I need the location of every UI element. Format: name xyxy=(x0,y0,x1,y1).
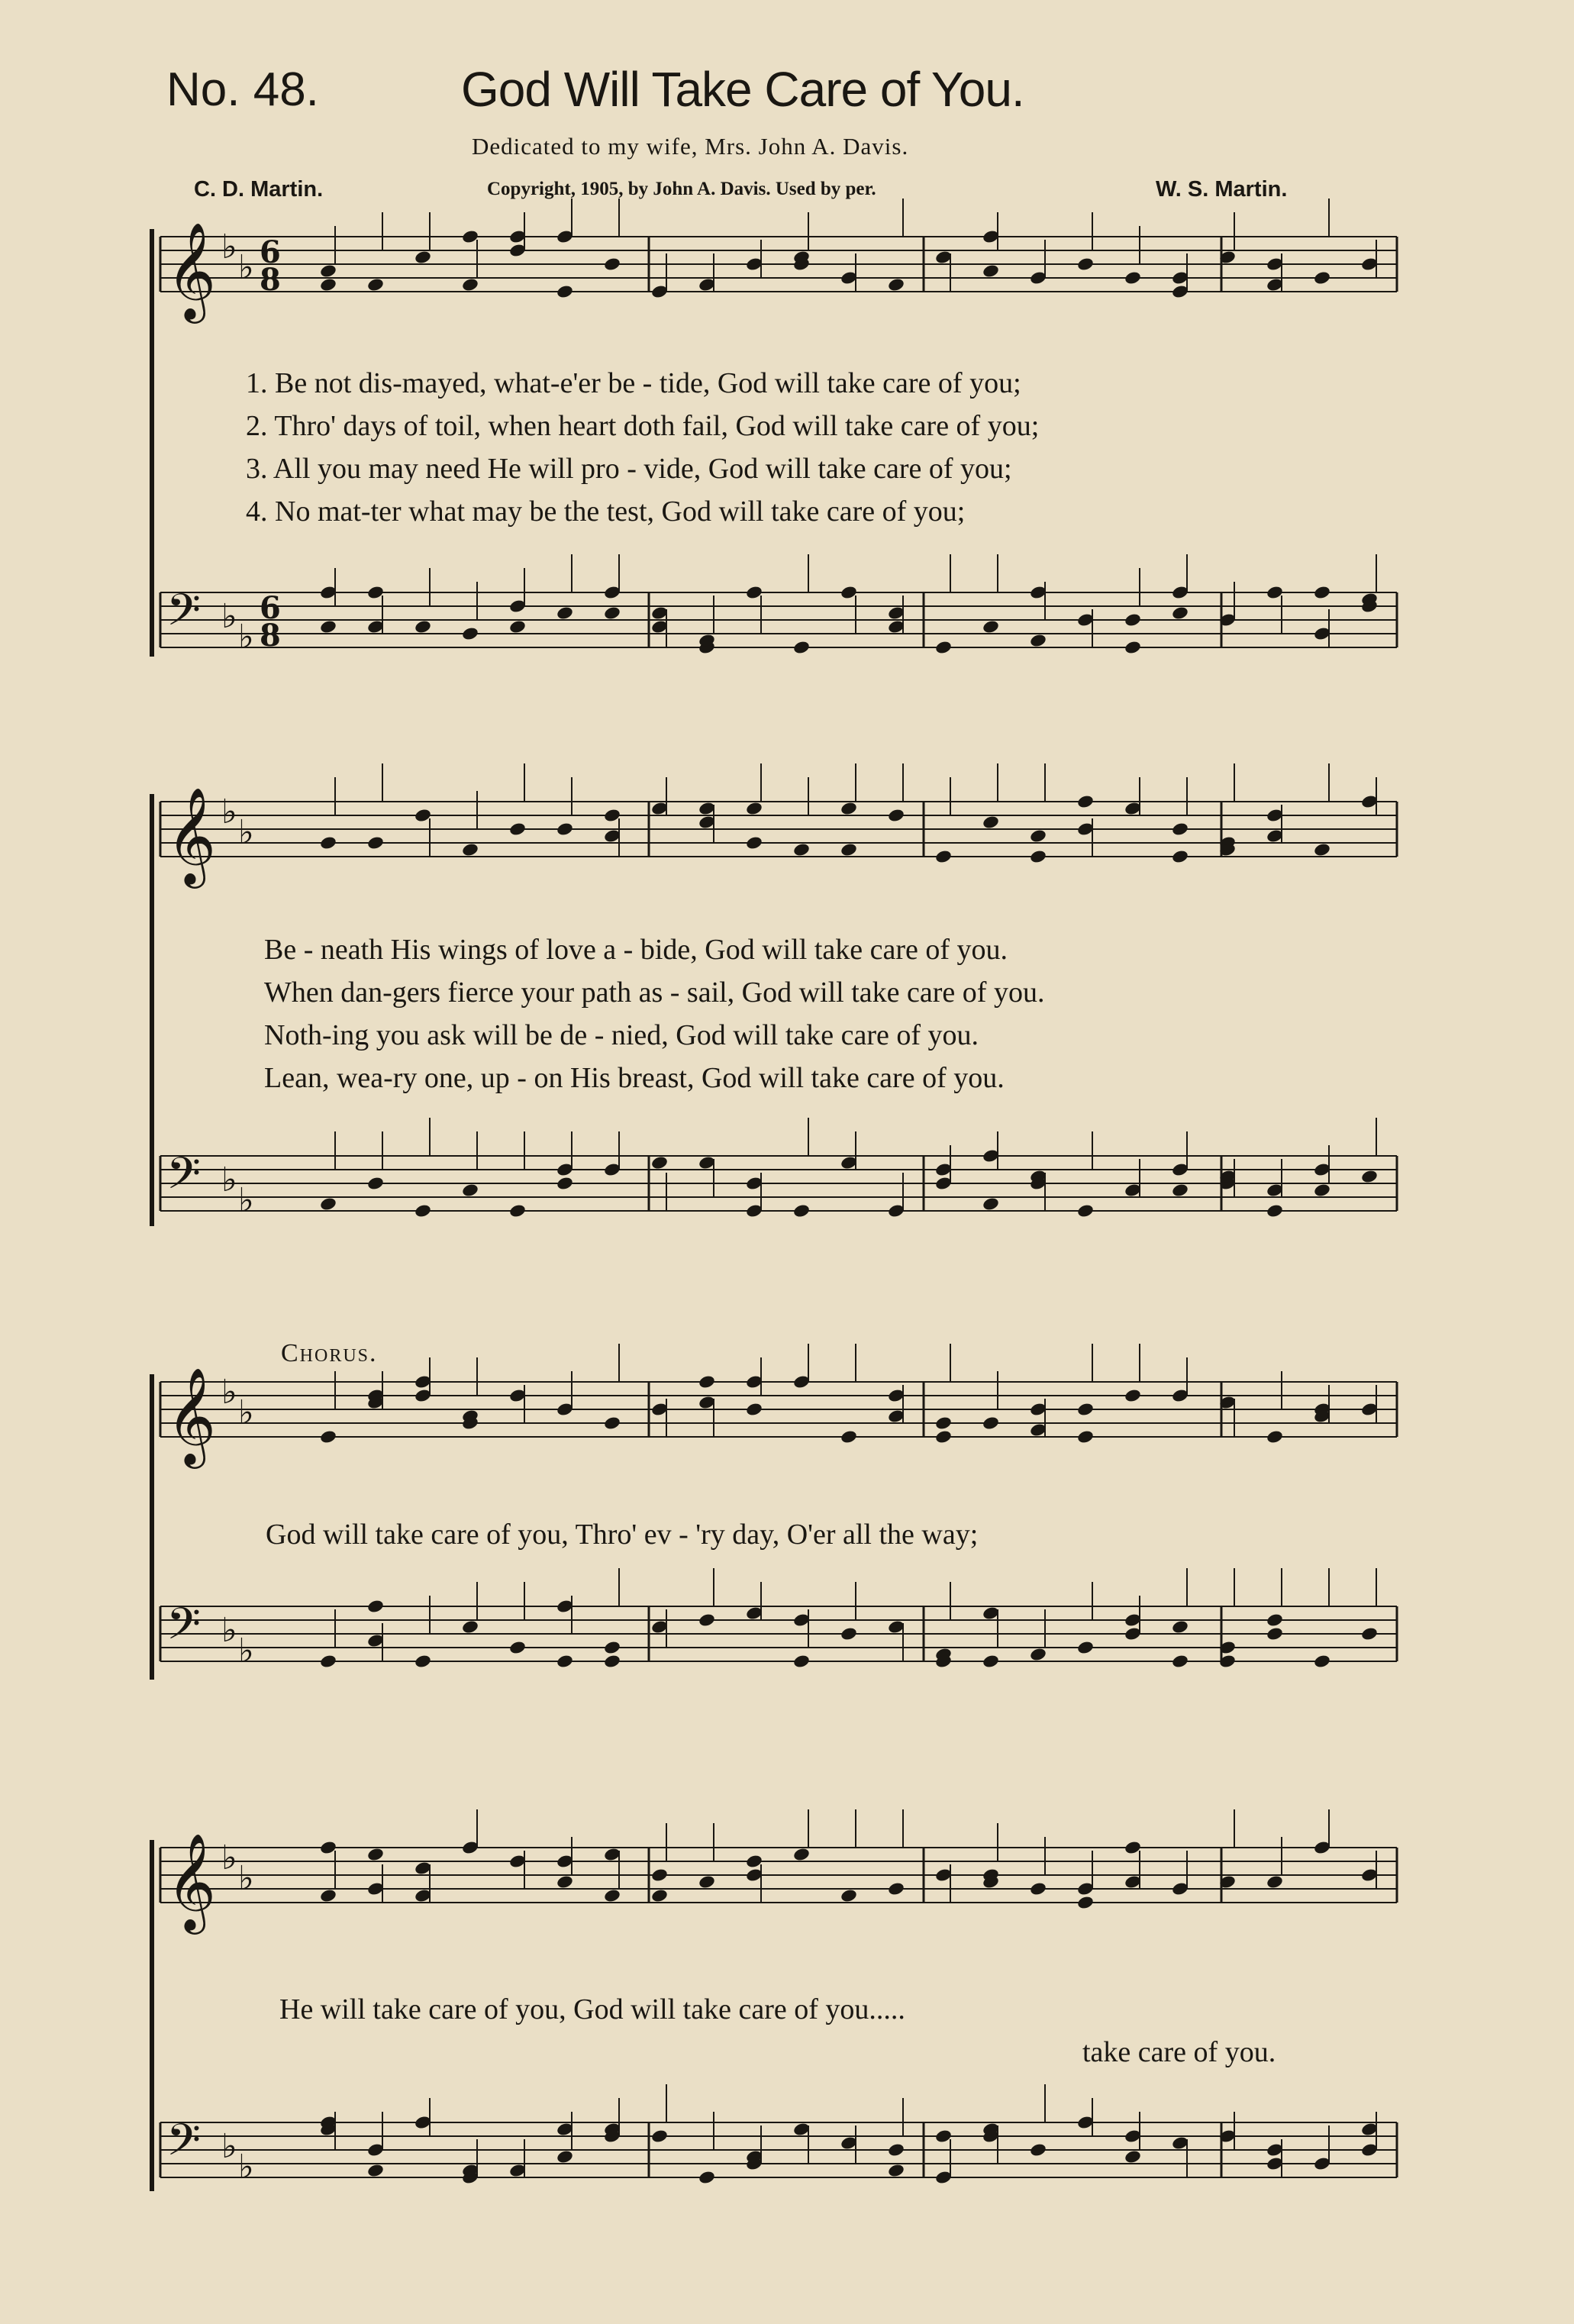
svg-text:♭: ♭ xyxy=(238,1859,254,1898)
chorus-line-1: God will take care of you, Thro' ev - 'ry day, O'er all the way; xyxy=(266,1519,979,1551)
verse-2-line-2: When dan-gers fierce your path as - sail, God will take care of you. xyxy=(264,976,1045,1009)
treble-staff xyxy=(153,1367,1405,1519)
svg-text:♭: ♭ xyxy=(221,597,237,636)
svg-text:𝄞: 𝄞 xyxy=(166,786,217,884)
hymn-number: No. 48. xyxy=(166,63,319,116)
svg-text:𝄞: 𝄞 xyxy=(166,221,217,319)
svg-text:6: 6 xyxy=(260,590,281,626)
bass-staff xyxy=(153,2107,1405,2260)
svg-text:6: 6 xyxy=(260,234,281,270)
svg-text:𝄢: 𝄢 xyxy=(166,1147,202,1210)
svg-text:𝄞: 𝄞 xyxy=(166,1367,217,1464)
svg-text:𝄞: 𝄞 xyxy=(166,1832,217,1930)
svg-text:♭: ♭ xyxy=(221,792,237,831)
treble-staff xyxy=(153,786,1405,939)
verse-4-line-1: 4. No mat-ter what may be the test, God will take care of you; xyxy=(246,495,966,528)
hymn-title: God Will Take Care of You. xyxy=(461,62,1024,117)
svg-text:♭: ♭ xyxy=(221,228,237,266)
chorus-heading: Chorus. xyxy=(281,1339,378,1367)
svg-text:♭: ♭ xyxy=(238,618,254,657)
verse-4-line-2: Lean, wea-ry one, up - on His breast, God will take care of you. xyxy=(264,1062,1005,1094)
svg-text:𝄢: 𝄢 xyxy=(166,2114,202,2177)
chorus-line-2: He will take care of you, God will take care of you..... xyxy=(279,1993,905,2025)
verse-3-line-1: 3. All you may need He will pro - vide, God will take care of you; xyxy=(246,453,1012,485)
svg-text:♭: ♭ xyxy=(221,1160,237,1199)
copyright-notice: Copyright, 1905, by John A. Davis. Used by per. xyxy=(487,179,876,199)
dedication: Dedicated to my wife, Mrs. John A. Davis. xyxy=(472,133,909,160)
verse-2-line-1: 2. Thro' days of toil, when heart doth fail, God will take care of you; xyxy=(246,410,1040,442)
svg-text:♭: ♭ xyxy=(238,2148,254,2187)
bass-staff xyxy=(153,1591,1405,1744)
svg-text:♭: ♭ xyxy=(238,248,254,287)
bass-staff xyxy=(153,1141,1405,1293)
svg-text:♭: ♭ xyxy=(221,1611,237,1650)
svg-text:♭: ♭ xyxy=(238,1632,254,1670)
treble-staff xyxy=(153,221,1405,374)
svg-text:♭: ♭ xyxy=(221,2127,237,2166)
svg-text:♭: ♭ xyxy=(221,1373,237,1412)
svg-text:♭: ♭ xyxy=(221,1838,237,1877)
bass-staff xyxy=(153,577,1405,730)
chorus-line-2-alt: take care of you. xyxy=(1082,2036,1276,2068)
verse-1-line-1: 1. Be not dis-mayed, what-e'er be - tide, God will take care of you; xyxy=(246,367,1021,399)
verse-3-line-2: Noth-ing you ask will be de - nied, God will take care of you. xyxy=(264,1019,979,1051)
verse-1-line-2: Be - neath His wings of love a - bide, God will take care of you. xyxy=(264,934,1008,966)
lyricist-credit: C. D. Martin. xyxy=(194,177,324,202)
svg-text:𝄢: 𝄢 xyxy=(166,1598,202,1661)
svg-text:8: 8 xyxy=(260,618,281,654)
svg-text:𝄢: 𝄢 xyxy=(166,584,202,647)
svg-text:♭: ♭ xyxy=(238,813,254,852)
svg-text:♭: ♭ xyxy=(238,1181,254,1220)
treble-staff xyxy=(153,1832,1405,1985)
composer-credit: W. S. Martin. xyxy=(1156,177,1288,202)
svg-text:8: 8 xyxy=(260,262,281,298)
svg-text:♭: ♭ xyxy=(238,1393,254,1432)
